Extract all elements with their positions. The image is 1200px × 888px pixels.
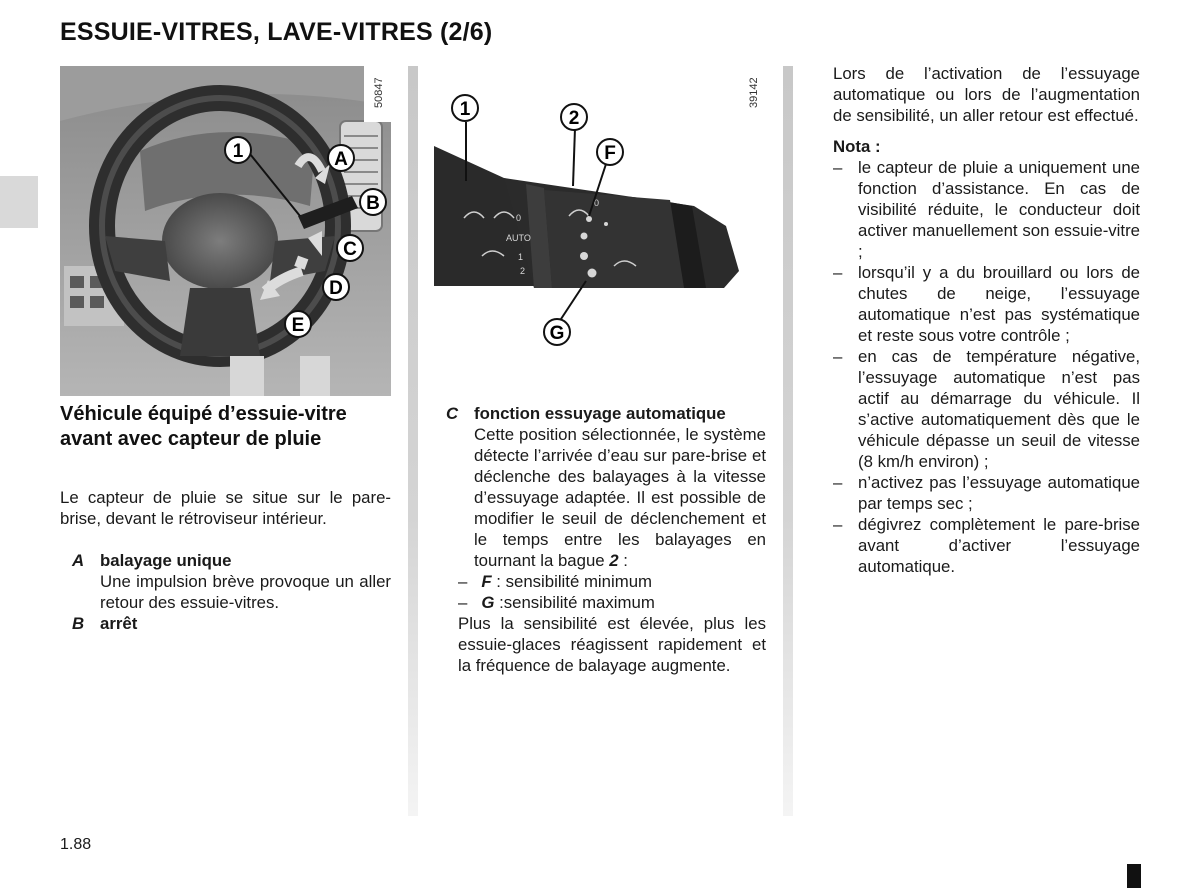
callout-f	[597, 139, 623, 165]
stalk-mark-0b: 0	[594, 198, 600, 208]
callout-b	[360, 189, 386, 215]
callout-c	[337, 235, 363, 261]
list-item: – en cas de température négative, l’essuyage automatique n’est pas actif au démarrage du véhicule. Il s’active automatiquement dès que le véhicule dépasse un seuil de vitesse (8 km/h environ) ;	[833, 347, 1140, 471]
svg-text:1: 1	[459, 99, 471, 120]
svg-text:E: E	[291, 315, 305, 336]
column-divider-2	[783, 66, 793, 816]
list-item: – dégivrez complètement le pare-brise avant d’activer l’essuyage automatique.	[833, 515, 1140, 576]
wiper-stalk-figure	[434, 66, 770, 366]
figure-ref: 50847	[373, 77, 385, 108]
callout-d	[323, 274, 349, 300]
page-title: ESSUIE-VITRES, LAVE-VITRES (2/6)	[60, 18, 493, 46]
item-list-left	[72, 550, 391, 634]
sub-item: – G :sensibilité maximum	[458, 593, 655, 612]
list-item: – lorsqu’il y a du brouillard ou lors de chutes de neige, l’essuyage automatique n’est pas systématique et reste sous votre contrôle ;	[833, 263, 1140, 345]
page-edge-mark	[1127, 864, 1141, 888]
svg-text:D: D	[329, 278, 343, 299]
intro-paragraph: Le capteur de pluie se situe sur le pare-brise, devant le rétroviseur intérieur.	[60, 488, 391, 528]
item-label: A	[72, 551, 85, 570]
list-item: – le capteur de pluie a uniquement une fonction d’assistance. En cas de visibilité réduite, le conducteur doit activer manuellement son essuie-vitre ;	[833, 158, 1140, 261]
stalk-mark-2: 2	[520, 266, 526, 276]
figure-ref: 39142	[748, 77, 760, 108]
callout-2	[561, 104, 587, 130]
svg-text:F: F	[604, 143, 616, 164]
paragraph: Plus la sensibilité est élevée, plus les essuie-glaces réagissent rapidement et la fréquence de balayage augmente.	[458, 614, 766, 675]
item-title: fonction essuyage automatique	[474, 404, 726, 423]
svg-text:2: 2	[568, 108, 580, 129]
svg-text:C: C	[343, 239, 357, 260]
item-title: balayage unique	[100, 551, 232, 570]
sub-item: – F : sensibilité minimum	[458, 572, 653, 591]
callout-e	[285, 311, 311, 337]
item-list-middle	[446, 403, 766, 676]
svg-text:1: 1	[232, 141, 244, 162]
stalk-mark-0: 0	[516, 213, 522, 223]
item-title: arrêt	[100, 614, 138, 633]
section-heading: Véhicule équipé d’essuie-vitre avant avec capteur de pluie	[60, 403, 347, 450]
stalk-mark-auto: AUTO	[506, 233, 531, 243]
list-item: – n’activez pas l’essuyage automatique par temps sec ;	[833, 473, 1140, 513]
stalk-mark-1: 1	[518, 252, 524, 262]
item-body: Une impulsion brève provoque un aller retour des essuie-vitres.	[100, 572, 391, 612]
intro-paragraph: Lors de l’activation de l’essuyage automatique ou lors de l’augmentation de sensibilité, un aller retour est effectué.	[833, 64, 1140, 125]
item-body: Cette position sélectionnée, le système détecte l’arrivée d’eau sur pare-brise et déclenche des balayages à la vitesse d’essuyage adaptée. Il est possible de modifier le seuil de déclenchement et le temps entre les balayages en tournant la bague 2 :	[474, 425, 766, 570]
chapter-tab	[0, 176, 38, 228]
list-item	[72, 550, 391, 571]
callout-g	[544, 319, 570, 345]
item-label: C	[446, 404, 459, 423]
svg-text:G: G	[549, 323, 565, 344]
list-item	[446, 403, 766, 424]
callout-a	[328, 145, 354, 171]
callout-1	[225, 137, 251, 163]
svg-text:A: A	[334, 149, 348, 170]
nota-heading: Nota :	[833, 137, 881, 156]
ring-ref: 2	[609, 551, 619, 570]
page-number: 1.88	[60, 836, 92, 853]
steering-wheel-figure	[60, 66, 391, 396]
svg-text:B: B	[366, 193, 380, 214]
right-column	[833, 63, 1140, 577]
column-divider-1	[408, 66, 418, 816]
list-item	[72, 613, 391, 634]
item-label: B	[72, 614, 85, 633]
callout-1	[452, 95, 478, 121]
